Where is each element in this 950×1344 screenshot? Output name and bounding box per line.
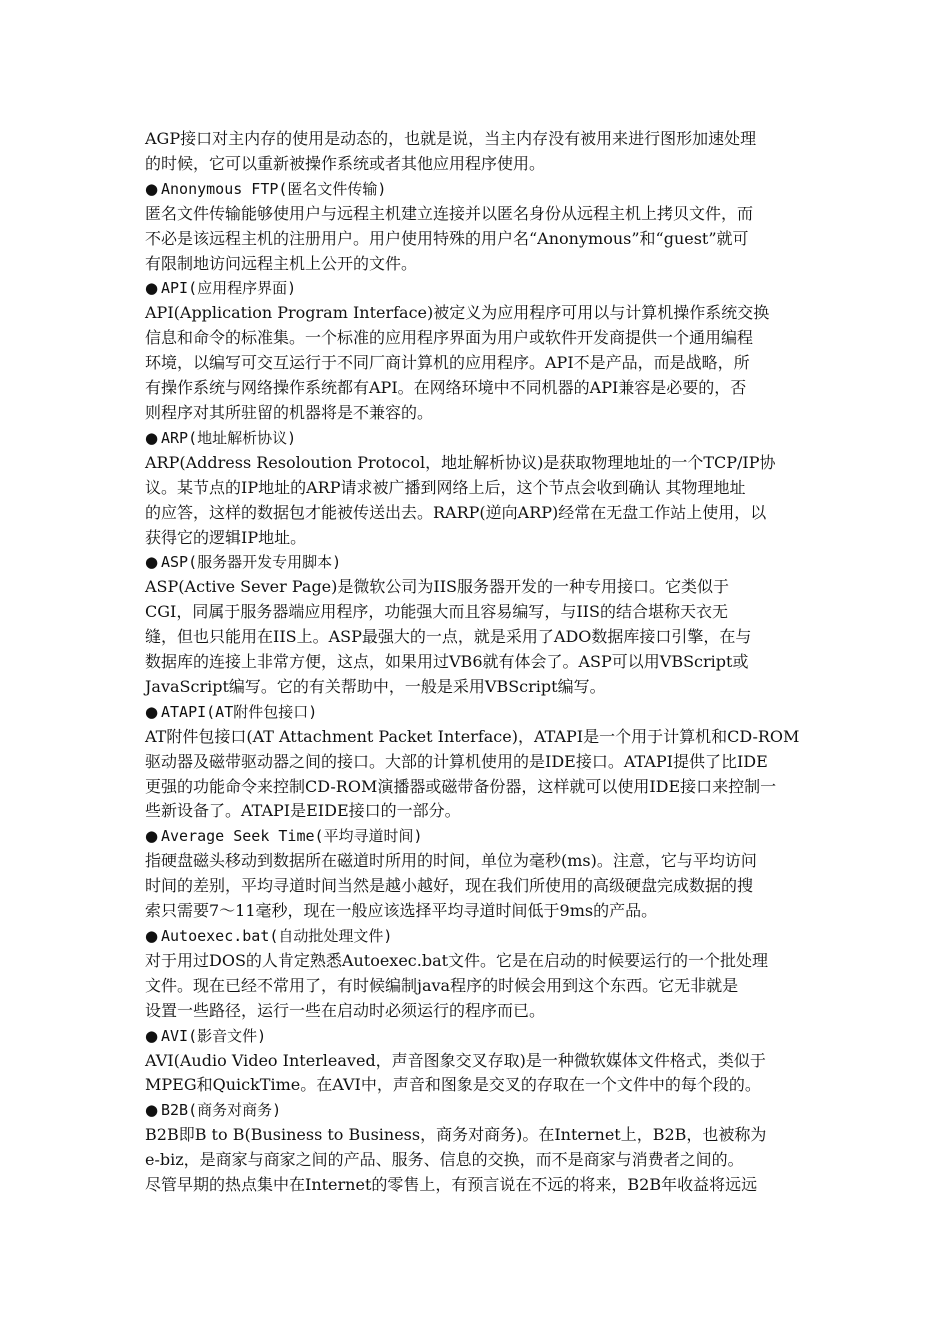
entry-heading-text: Average Seek Time(平均寻道时间): [161, 827, 423, 846]
bullet-icon: ●: [145, 702, 159, 721]
bullet-icon: ●: [145, 428, 159, 447]
intro-line: 的时候，它可以重新被操作系统或者其他应用程序使用。: [145, 153, 546, 173]
intro-line: AGP接口对主内存的使用是动态的，也就是说，当主内存没有被用来进行图形加速处理: [145, 129, 757, 148]
entry-b2b: [145, 1098, 885, 1198]
entry-heading: [145, 177, 885, 202]
entry-line: ARP(Address Resoloution Protocol，地址解析协议)是获取物理地址的一个TCP/IP协: [145, 452, 776, 472]
entry-line: 缝，但也只能用在IIS上。ASP最强大的一点，就是采用了ADO数据库接口引擎，在与: [145, 627, 752, 647]
entry-heading: [145, 824, 885, 849]
bullet-icon: ●: [145, 179, 159, 198]
entry-heading-text: API(应用程序界面): [161, 279, 297, 298]
entry-heading-text: B2B(商务对商务): [161, 1101, 282, 1120]
entry-atapi: [145, 700, 885, 825]
bullet-icon: ●: [145, 827, 159, 846]
bullet-icon: ●: [145, 1026, 159, 1045]
entry-line: 文件。现在已经不常用了，有时候编制java程序的时候会用到这个东西。它无非就是: [145, 975, 739, 995]
entry-line: 匿名文件传输能够使用户与远程主机建立连接并以匿名身份从远程主机上拷贝文件，而: [145, 203, 754, 223]
entry-line: 更强的功能命令来控制CD-ROM演播器或磁带备份器，这样就可以使用IDE接口来控制一: [145, 776, 777, 796]
entry-heading: [145, 550, 885, 575]
entry-line: B2B即B to B(Business to Business，商务对商务)。在Internet上，B2B，也被称为: [145, 1125, 767, 1145]
entry-average-seek-time: [145, 824, 885, 924]
entry-heading-text: AVI(影音文件): [161, 1026, 267, 1045]
entry-heading: [145, 276, 885, 301]
entry-avi: [145, 1024, 885, 1099]
entry-api: [145, 276, 885, 425]
entry-line: 数据库的连接上非常方便，这点，如果用过VB6就有体会了。ASP可以用VBScript或: [145, 652, 749, 672]
entry-heading-text: ATAPI(AT附件包接口): [161, 702, 318, 721]
entry-line: CGI，同属于服务器端应用程序，功能强大而且容易编写，与IIS的结合堪称天衣无: [145, 602, 728, 622]
bullet-icon: ●: [145, 927, 159, 945]
document-page: [145, 127, 885, 1198]
entry-autoexec-bat: [145, 924, 885, 1024]
entry-line: 不必是该远程主机的注册用户。用户使用特殊的用户名“Anonymous”和“guest”就可: [145, 228, 749, 248]
entry-anonymous-ftp: [145, 177, 885, 277]
entry-line: 获得它的逻辑IP地址。: [145, 527, 307, 547]
entry-heading: [145, 700, 885, 725]
entry-line: 尽管早期的热点集中在Internet的零售上，有预言说在不远的将来，B2B年收益将远远: [145, 1175, 758, 1195]
bullet-icon: ●: [145, 1101, 159, 1120]
intro-paragraph: [145, 127, 885, 177]
entry-line: 驱动器及磁带驱动器之间的接口。大部的计算机使用的是IDE接口。ATAPI提供了比IDE: [145, 751, 768, 771]
entry-heading: [145, 1098, 885, 1123]
entry-heading: [145, 924, 885, 949]
entry-line: 索只需要7～11毫秒，现在一般应该选择平均寻道时间低于9ms的产品。: [145, 901, 658, 921]
entry-heading-text: Autoexec.bat(自动批处理文件): [161, 927, 393, 945]
entry-line: JavaScript编写。它的有关帮助中，一般是采用VBScript编写。: [145, 676, 606, 696]
entry-heading-text: ARP(地址解析协议): [161, 428, 297, 447]
entry-heading: [145, 1024, 885, 1049]
entry-line: 指硬盘磁头移动到数据所在磁道时所用的时间，单位为毫秒(ms)。注意，它与平均访问: [145, 851, 757, 871]
entry-line: 有操作系统与网络操作系统都有API。在网络环境中不同机器的API兼容是必要的，否: [145, 378, 747, 398]
entry-asp: [145, 550, 885, 699]
entry-line: e-biz，是商家与商家之间的产品、服务、信息的交换，而不是商家与消费者之间的。: [145, 1150, 744, 1170]
entry-line: 些新设备了。ATAPI是EIDE接口的一部分。: [145, 801, 461, 821]
entry-heading: [145, 426, 885, 451]
entry-line: AVI(Audio Video Interleaved，声音图象交叉存取)是一种微软媒体文件格式，类似于: [145, 1050, 766, 1070]
entry-line: 设置一些路径，运行一些在启动时必须运行的程序而已。: [145, 1000, 546, 1020]
entry-line: 议。某节点的IP地址的ARP请求被广播到网络上后，这个节点会收到确认 其物理地址: [145, 477, 746, 497]
entry-line: 的应答，这样的数据包才能被传送出去。RARP(逆向ARP)经常在无盘工作站上使用，以: [145, 502, 767, 522]
entry-line: 时间的差别，平均寻道时间当然是越小越好，现在我们所使用的高级硬盘完成数据的搜: [145, 876, 754, 896]
entry-line: 则程序对其所驻留的机器将是不兼容的。: [145, 402, 434, 422]
entry-heading-text: ASP(服务器开发专用脚本): [161, 553, 342, 572]
entry-line: AT附件包接口(AT Attachment Packet Interface)，ATAPI是一个用于计算机和CD-ROM: [145, 726, 800, 746]
entry-line: MPEG和QuickTime。在AVI中，声音和图象是交叉的存取在一个文件中的每个段的。: [145, 1075, 761, 1095]
entry-line: 有限制地访问远程主机上公开的文件。: [145, 253, 418, 273]
entry-line: 环境，以编写可交互运行于不同厂商计算机的应用程序。API不是产品，而是战略，所: [145, 353, 750, 373]
entry-line: API(Application Program Interface)被定义为应用程序可用以与计算机操作系统交换: [145, 303, 770, 323]
entry-arp: [145, 426, 885, 551]
bullet-icon: ●: [145, 279, 159, 298]
bullet-icon: ●: [145, 553, 159, 572]
entry-heading-text: Anonymous FTP(匿名文件传输): [161, 179, 387, 198]
entry-line: 信息和命令的标准集。一个标准的应用程序界面为用户或软件开发商提供一个通用编程: [145, 328, 754, 348]
entry-line: ASP(Active Sever Page)是微软公司为IIS服务器开发的一种专用接口。它类似于: [145, 577, 729, 597]
entry-line: 对于用过DOS的人肯定熟悉Autoexec.bat文件。它是在启动的时候要运行的一个批处理: [145, 950, 769, 970]
